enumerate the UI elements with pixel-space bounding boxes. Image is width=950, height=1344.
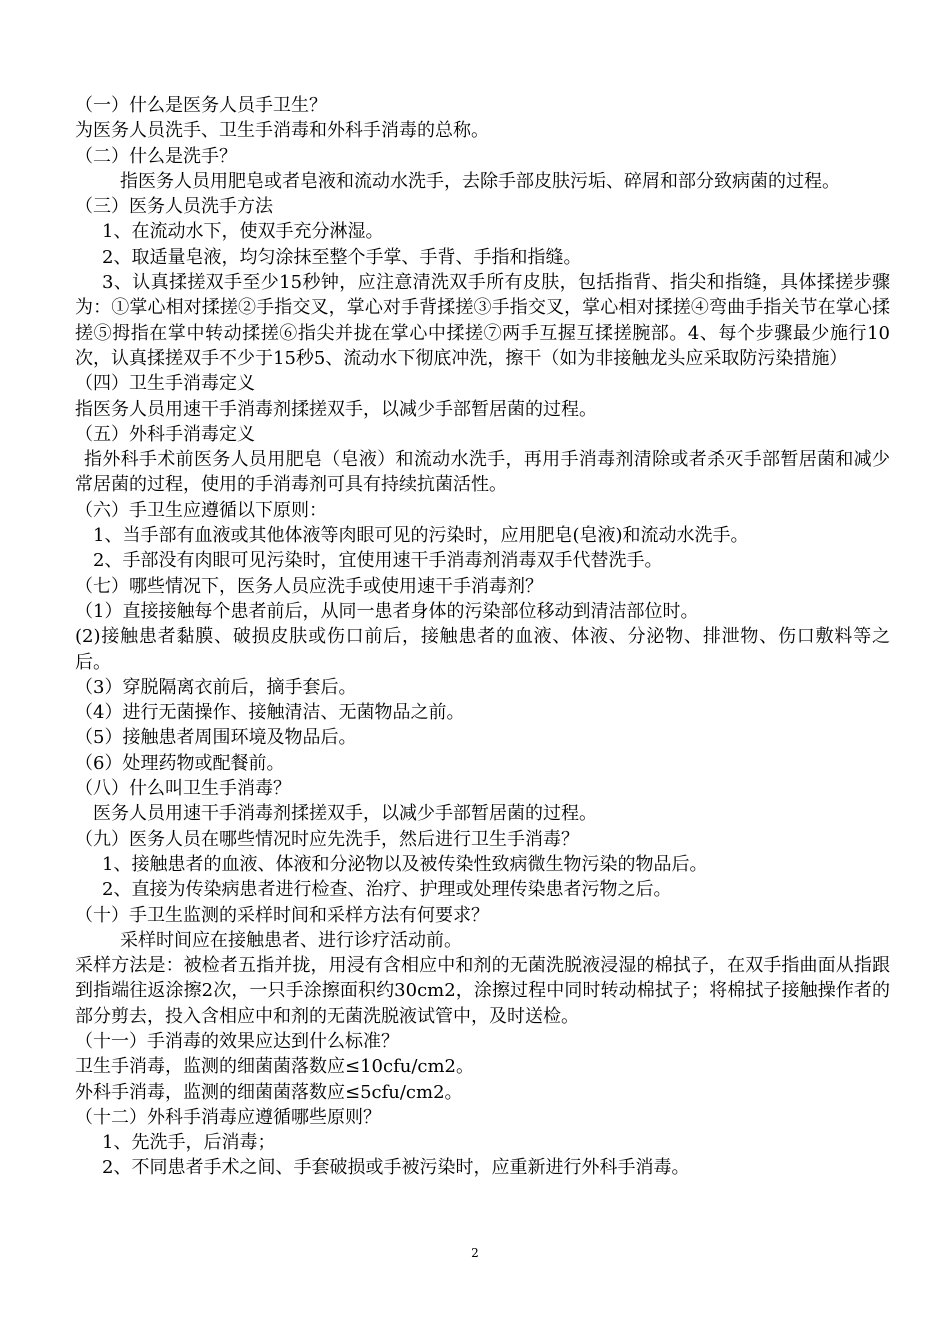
page-number: 2	[471, 1246, 479, 1260]
document-body	[75, 93, 890, 1181]
paragraph: 医务人员用速干手消毒剂揉搓双手，以减少手部暂居菌的过程。	[93, 803, 597, 825]
section-heading-9: （九）医务人员在哪些情况时应先洗手，然后进行卫生手消毒？	[75, 828, 579, 850]
section-heading-5: （五）外科手消毒定义	[75, 423, 255, 445]
section-heading-3: （三）医务人员洗手方法	[75, 196, 273, 218]
list-item: (2)接触患者黏膜、破损皮肤或伤口前后，接触患者的血液、体液、分泌物、排泄物、伤口敷料等之后。	[75, 626, 890, 673]
paragraph: 采样时间应在接触患者、进行诊疗活动前。	[120, 929, 462, 951]
paragraph: 外科手消毒，监测的细菌菌落数应≤5cfu/cm2。	[75, 1081, 463, 1103]
list-item: 1、当手部有血液或其他体液等肉眼可见的污染时，应用肥皂(皂液)和流动水洗手。	[93, 525, 749, 547]
paragraph: 指外科手术前医务人员用肥皂（皂液）和流动水洗手，再用手消毒剂清除或者杀灭手部暂居菌和减少常居菌的过程，使用的手消毒剂可具有持续抗菌活性。	[75, 449, 890, 496]
list-item: 1、在流动水下，使双手充分淋湿。	[102, 221, 384, 243]
section-heading-1: （一）什么是医务人员手卫生？	[75, 95, 327, 116]
section-heading-4: （四）卫生手消毒定义	[75, 373, 255, 395]
paragraph: 为医务人员洗手、卫生手消毒和外科手消毒的总称。	[75, 120, 489, 142]
list-item: 2、取适量皂液，均匀涂抹至整个手掌、手背、手指和指缝。	[102, 246, 582, 268]
paragraph: 采样方法是：被检者五指并拢，用浸有含相应中和剂的无菌洗脱液浸湿的棉拭子，在双手指曲面从指跟到指端往返涂擦2次，一只手涂擦面积约30cm2，涂擦过程中同时转动棉拭子；将棉拭子接触操作者的部分剪去，投入含相应中和剂的无菌洗脱液试管中，及时送检。	[75, 955, 890, 1027]
section-heading-6: （六）手卫生应遵循以下原则：	[75, 499, 327, 521]
paragraph: 指医务人员用速干手消毒剂揉搓双手，以减少手部暂居菌的过程。	[75, 398, 597, 420]
list-item: 2、手部没有肉眼可见污染时，宜使用速干手消毒剂消毒双手代替洗手。	[93, 550, 663, 572]
list-item: 1、先洗手，后消毒；	[102, 1132, 276, 1154]
list-item: （5）接触患者周围环境及物品后。	[75, 727, 357, 749]
list-item: （3）穿脱隔离衣前后，摘手套后。	[75, 676, 357, 698]
list-item: （1）直接接触每个患者前后，从同一患者身体的污染部位移动到清洁部位时。	[75, 600, 699, 622]
list-item: 2、不同患者手术之间、手套破损或手被污染时，应重新进行外科手消毒。	[102, 1157, 690, 1179]
section-heading-8: （八）什么叫卫生手消毒？	[75, 778, 291, 800]
section-heading-11: （十一）手消毒的效果应达到什么标准？	[75, 1030, 399, 1052]
list-item: 3、认真揉搓双手至少15秒钟，应注意清洗双手所有皮肤，包括指背、指尖和指缝，具体揉搓步骤为：①掌心相对揉搓②手指交叉，掌心对手背揉搓③手指交叉，掌心相对揉搓④弯曲手指关节在掌心揉搓⑤拇指在掌中转动揉搓⑥指尖并拢在掌心中揉搓⑦两手互握互揉搓腕部。4、每个步骤最少施行10次，认真揉搓双手不少于15秒5、流动水下彻底冲洗，擦干（如为非接触龙头应采取防污染措施）	[75, 272, 890, 369]
section-heading-10: （十）手卫生监测的采样时间和采样方法有何要求？	[75, 904, 489, 926]
paragraph: 卫生手消毒，监测的细菌菌落数应≤10cfu/cm2。	[75, 1056, 474, 1078]
list-item: （6）处理药物或配餐前。	[75, 752, 285, 774]
section-heading-12: （十二）外科手消毒应遵循哪些原则？	[75, 1106, 381, 1128]
paragraph: 指医务人员用肥皂或者皂液和流动水洗手，去除手部皮肤污垢、碎屑和部分致病菌的过程。	[120, 170, 840, 192]
list-item: 1、接触患者的血液、体液和分泌物以及被传染性致病微生物污染的物品后。	[102, 853, 708, 875]
list-item: 2、直接为传染病患者进行检查、治疗、护理或处理传染患者污物之后。	[102, 879, 672, 901]
section-heading-7: （七）哪些情况下，医务人员应洗手或使用速干手消毒剂？	[75, 575, 543, 597]
section-heading-2: （二）什么是洗手？	[75, 145, 237, 167]
list-item: （4）进行无菌操作、接触清洁、无菌物品之前。	[75, 702, 465, 724]
